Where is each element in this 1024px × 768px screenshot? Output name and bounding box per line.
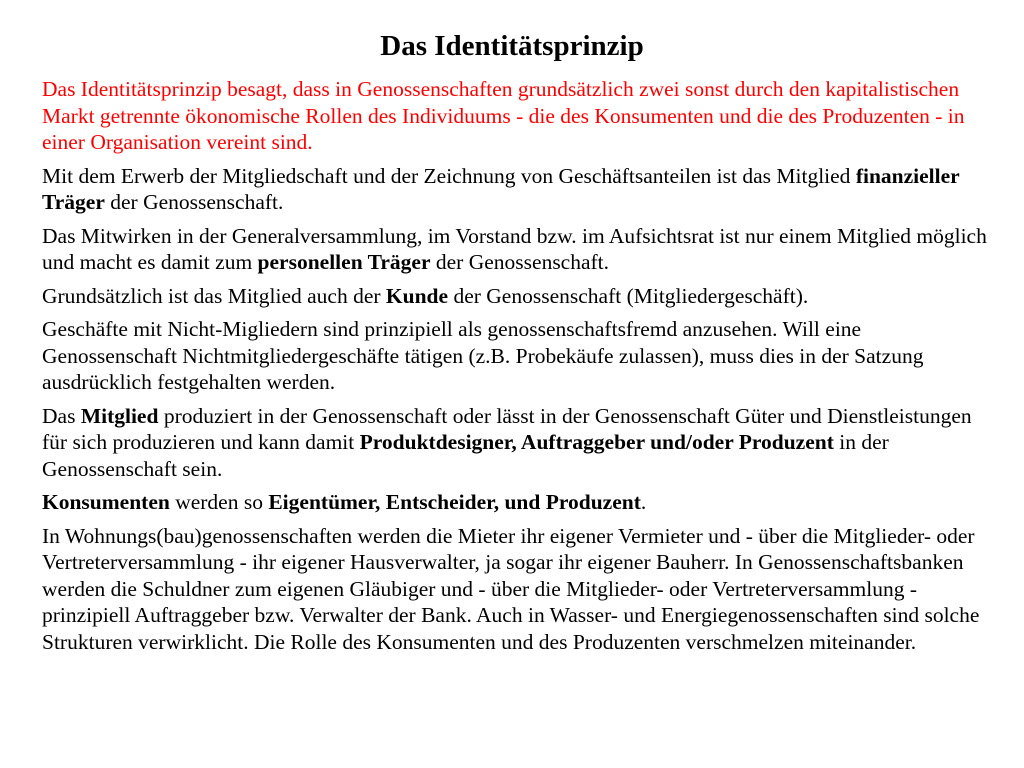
emphasis-owner-decider-producer: Eigentümer, Entscheider, und Produzent bbox=[268, 490, 641, 514]
intro-paragraph: Das Identitätsprinzip besagt, dass in Genossenschaften grundsätzlich zwei sonst durch den kapitalistischen Markt getrennte ökonomische Rollen des Individuums - die des Konsumenten und die des Produzenten - in einer Organisation vereint sind. bbox=[42, 77, 965, 154]
paragraph-member-roles bbox=[42, 403, 987, 483]
emphasis-member: Mitglied bbox=[80, 403, 159, 428]
emphasis-consumers: Konsumenten bbox=[42, 490, 170, 514]
text-segment: produziert in der Genossenschaft oder lässt in der Genossenschaft Güter und Dienstleistungen für sich produzieren und kann damit bbox=[42, 403, 972, 454]
emphasis-personnel-carrier: personellen Träger bbox=[257, 250, 431, 274]
slide-title: Das Identitätsprinzip bbox=[380, 30, 644, 62]
paragraph-examples: In Wohnungs(bau)genossenschaften werden die Mieter ihr eigener Vermieter und - über die Mitglieder- oder Vertreterversammlung - ihr eigener Hausverwalter, ja sogar ihr eigener Bauherr. In Genossenschaftsbanken werden die Schuldner zum eigenen Gläubiger und - über die Mitglieder- oder Vertreterversammlung - prinzipiell Auftraggeber bzw. Verwalter der Bank. Auch in Wasser- und Energiegenossenschaften sind solche Strukturen verwirklicht. Die Rolle des Konsumenten und des Produzenten verschmelzen miteinander. bbox=[42, 523, 980, 654]
text-segment: Das Mitwirken in der Generalversammlung, im Vorstand bzw. im Aufsichtsrat ist nur einem Mitglied möglich und macht es damit zum bbox=[42, 223, 987, 274]
text-segment: der Genossenschaft. bbox=[430, 250, 610, 274]
paragraph-customer bbox=[42, 283, 987, 310]
paragraph-consumers bbox=[42, 489, 987, 516]
paragraph-non-member-business: Geschäfte mit Nicht-Migliedern sind prinzipiell als genossenschaftsfremd anzusehen. Will eine Genossenschaft Nichtmitgliedergeschäfte tätigen (z.B. Probekäufe zulassen), muss dies in der Satzung ausdrücklich festgehalten werden. bbox=[42, 317, 924, 394]
emphasis-financial-carrier: finanzieller Träger bbox=[42, 163, 960, 214]
text-segment: Grundsätzlich ist das Mitglied auch der bbox=[42, 283, 386, 308]
text-segment: der Genossenschaft. bbox=[104, 190, 284, 214]
slide-body bbox=[42, 76, 987, 662]
text-segment: . bbox=[640, 490, 647, 514]
paragraph-financial-carrier bbox=[42, 163, 987, 216]
text-segment: der Genossenschaft (Mitgliedergeschäft). bbox=[448, 283, 809, 308]
emphasis-customer: Kunde bbox=[385, 283, 449, 308]
text-segment: in der Genossenschaft sein. bbox=[42, 430, 889, 481]
paragraph-personnel-carrier bbox=[42, 223, 987, 276]
text-segment: Mit dem Erwerb der Mitgliedschaft und der Zeichnung von Geschäftsanteilen ist das Mitglied bbox=[42, 163, 856, 188]
text-segment: werden so bbox=[169, 490, 269, 514]
text-segment: Das bbox=[42, 403, 81, 428]
emphasis-designer-client-producer: Produktdesigner, Auftraggeber und/oder Produzent bbox=[359, 430, 834, 454]
